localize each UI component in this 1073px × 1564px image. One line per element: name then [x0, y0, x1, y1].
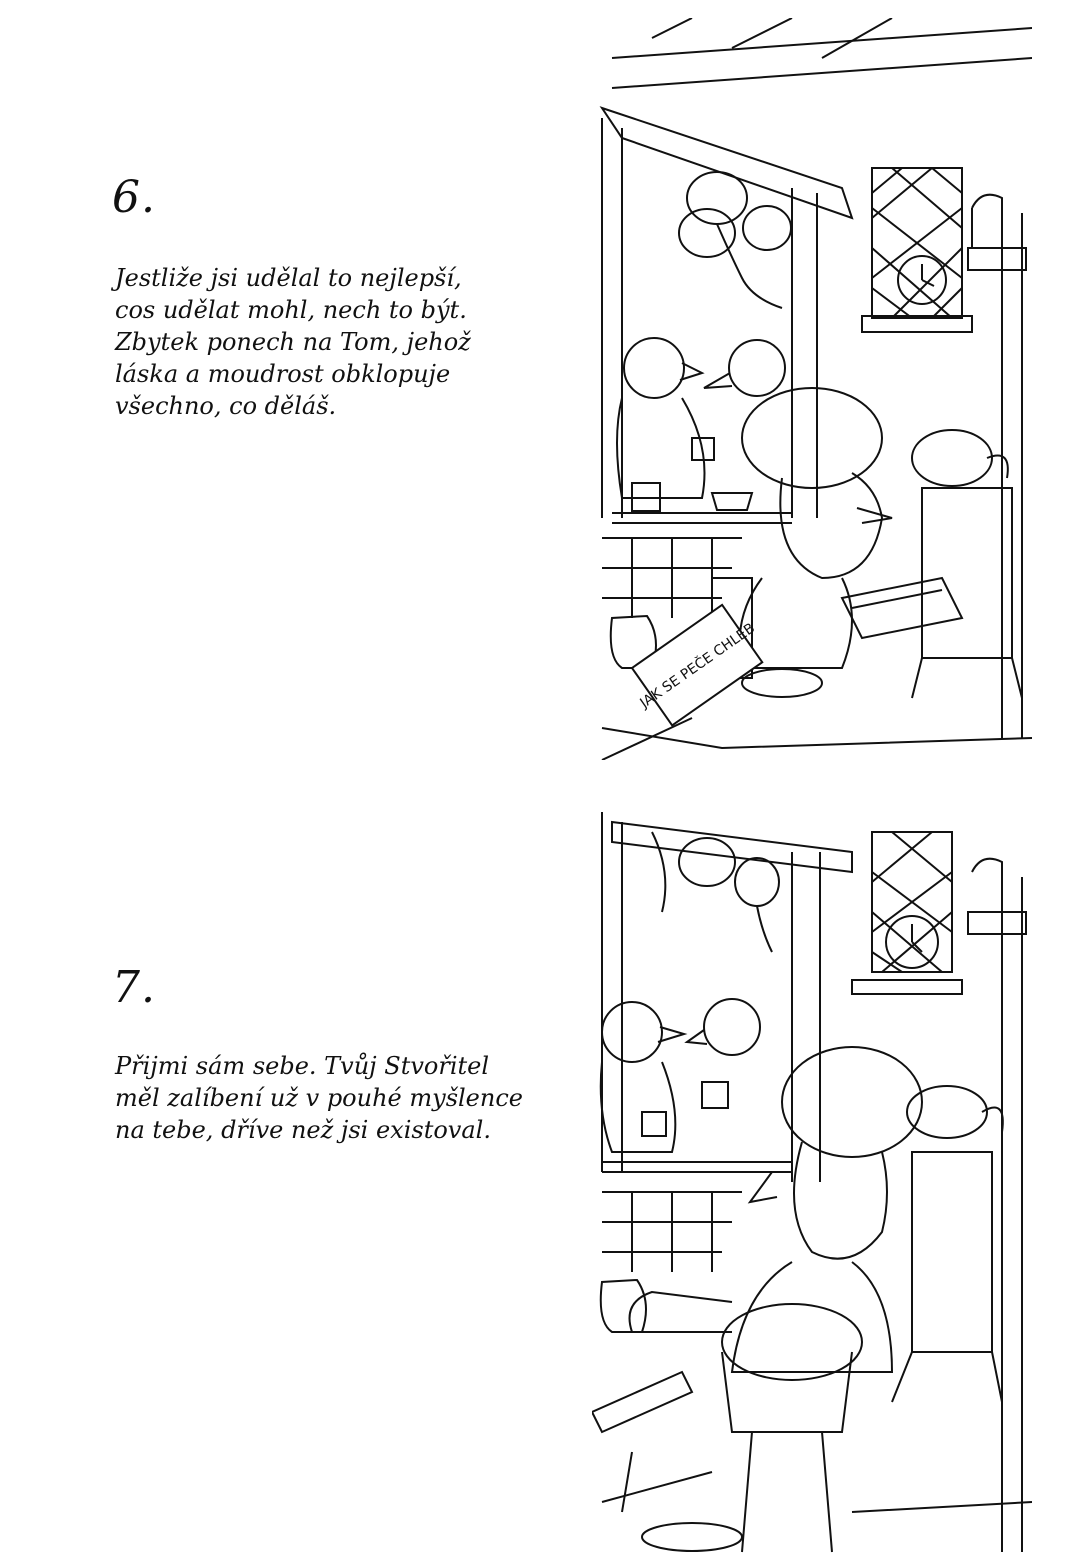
book-title: JAK SE PEČE CHLEB — [637, 620, 759, 712]
illustration-drawing — [592, 812, 1032, 1562]
verse-line: na tebe, dříve než jsi existoval. — [115, 1116, 491, 1144]
section-7 — [0, 782, 1073, 1564]
recipe-book — [620, 597, 773, 733]
verse-line: láska a moudrost obklopuje — [115, 360, 451, 388]
section-verse — [115, 262, 515, 422]
verse-line: Jestliže jsi udělal to nejlepší, — [115, 264, 462, 292]
kitchen-illustration-bread — [592, 812, 1032, 1562]
verse-line: cos udělat mohl, nech to být. — [115, 296, 467, 324]
verse-line: Zbytek ponech na Tom, jehož — [115, 328, 471, 356]
section-number: 7. — [112, 962, 156, 1013]
section-verse — [115, 1050, 523, 1146]
illustration-drawing — [592, 18, 1032, 760]
kitchen-illustration-baking — [592, 18, 1032, 760]
verse-line: Přijmi sám sebe. Tvůj Stvořitel — [115, 1052, 490, 1080]
section-number: 6. — [112, 172, 156, 223]
verse-line: měl zalíbení už v pouhé myšlence — [115, 1084, 523, 1112]
verse-line: všechno, co děláš. — [115, 392, 337, 420]
